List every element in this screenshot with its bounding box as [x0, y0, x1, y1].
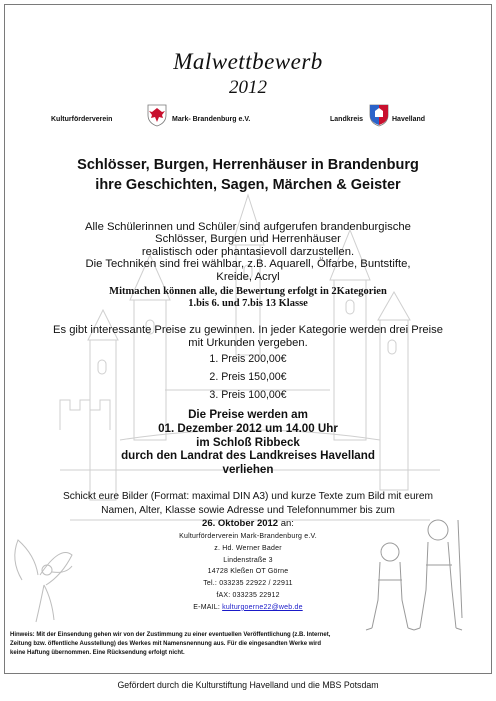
sponsor-footer: Gefördert durch die Kulturstiftung Havelland und die MBS Potsdam	[117, 680, 379, 690]
organizer-left-suffix: Mark- Brandenburg e.V.	[172, 116, 251, 123]
hint-line-1: Hinweis: Mit der Einsendung gehen wir von der Zustimmung zu einer eventuellen Veröffentlichung (z.B. Internet,	[10, 632, 331, 638]
address-line-5: Tel.: 033235 22922 / 22911	[203, 580, 293, 588]
address-line-6: fAX: 033235 22912	[216, 591, 280, 599]
organizer-right-suffix: Havelland	[392, 116, 426, 123]
event-line-2: 01. Dezember 2012 um 14.00 Uhr	[158, 421, 338, 435]
intro-line-3: realistisch oder phantasievoll darzustellen.	[141, 245, 355, 258]
deadline	[0, 518, 496, 529]
prize-item: 2. Preis 150,00€	[209, 371, 287, 383]
disclaimer-hint	[10, 631, 486, 659]
submission-call	[40, 490, 456, 517]
brandenburg-eagle-crest-icon	[146, 103, 168, 127]
email-row	[0, 602, 496, 614]
prize-item: 3. Preis 100,00€	[209, 389, 287, 401]
prize-item: 1. Preis 200,00€	[209, 353, 287, 365]
prizes-section	[40, 324, 456, 404]
categories-line-1: Mitmachen können alle, die Bewertung erfolgt in 2Kategorien	[109, 286, 387, 297]
headline	[0, 155, 496, 195]
headline-line-1: Schlösser, Burgen, Herrenhäuser in Brandenburg	[77, 157, 419, 173]
address-line-2: z. Hd. Werner Bader	[214, 544, 282, 552]
event-line-3: im Schloß Ribbeck	[196, 435, 300, 449]
intro-text	[40, 221, 456, 283]
categories-text	[40, 286, 456, 310]
categories-line-2: 1.bis 6. und 7.bis 13 Klasse	[188, 298, 308, 309]
intro-line-5: Kreide, Acryl	[216, 270, 280, 283]
hint-line-2: Zeitung bzw. öffentliche Ausstellung) des Werkes mit Namensnennung aus. Für die eingesandten Werke wird	[10, 641, 322, 648]
prizes-line-1: Es gibt interessante Preise zu gewinnen. In jeder Kategorie werden drei Preise	[53, 324, 443, 336]
deadline-date: 26. Oktober 2012	[202, 518, 279, 529]
contact-address	[0, 531, 496, 614]
address-line-1: Kulturförderverein Mark-Brandenburg e.V.	[179, 533, 317, 540]
havelland-crest-icon	[368, 103, 390, 127]
intro-line-4: Die Techniken sind frei wählbar, z.B. Aquarell, Ölfarbe, Buntstifte,	[85, 258, 411, 271]
email-label: E-MAIL:	[193, 603, 223, 611]
event-line-1: Die Preise werden am	[188, 408, 308, 421]
call-line-1: Schickt eure Bilder (Format: maximal DIN A3) und kurze Texte zum Bild mit eurem	[62, 491, 434, 502]
address-line-4: 14728 Kleßen OT Görne	[207, 568, 289, 576]
poster-title: Malwettbewerb	[173, 49, 323, 74]
headline-line-2: ihre Geschichten, Sagen, Märchen & Geister	[95, 177, 401, 193]
intro-line-1: Alle Schülerinnen und Schüler sind aufgerufen brandenburgische	[85, 221, 411, 233]
event-line-5: verliehen	[222, 463, 274, 477]
event-line-4: durch den Landrat des Landkreises Havelland	[121, 449, 375, 463]
deadline-suffix: an:	[278, 518, 294, 529]
address-line-3: Lindenstraße 3	[223, 556, 273, 564]
prizes-line-2: mit Urkunden vergeben.	[188, 337, 308, 349]
organizer-left-name: Kulturförderverein	[51, 116, 113, 123]
email-link[interactable]: kulturgoerne22@web.de	[222, 603, 303, 611]
call-line-2: Namen, Alter, Klasse sowie Adresse und Telefonnummer bis zum	[101, 504, 395, 516]
award-event	[40, 408, 456, 477]
poster-year: 2012	[229, 77, 267, 98]
intro-line-2: Schlösser, Burgen und Herrenhäuser	[155, 233, 341, 246]
hint-line-3: keine Haftung übernommen. Eine Rücksendung erfolgt nicht.	[10, 650, 185, 657]
organizer-right-name: Landkreis	[330, 116, 364, 123]
